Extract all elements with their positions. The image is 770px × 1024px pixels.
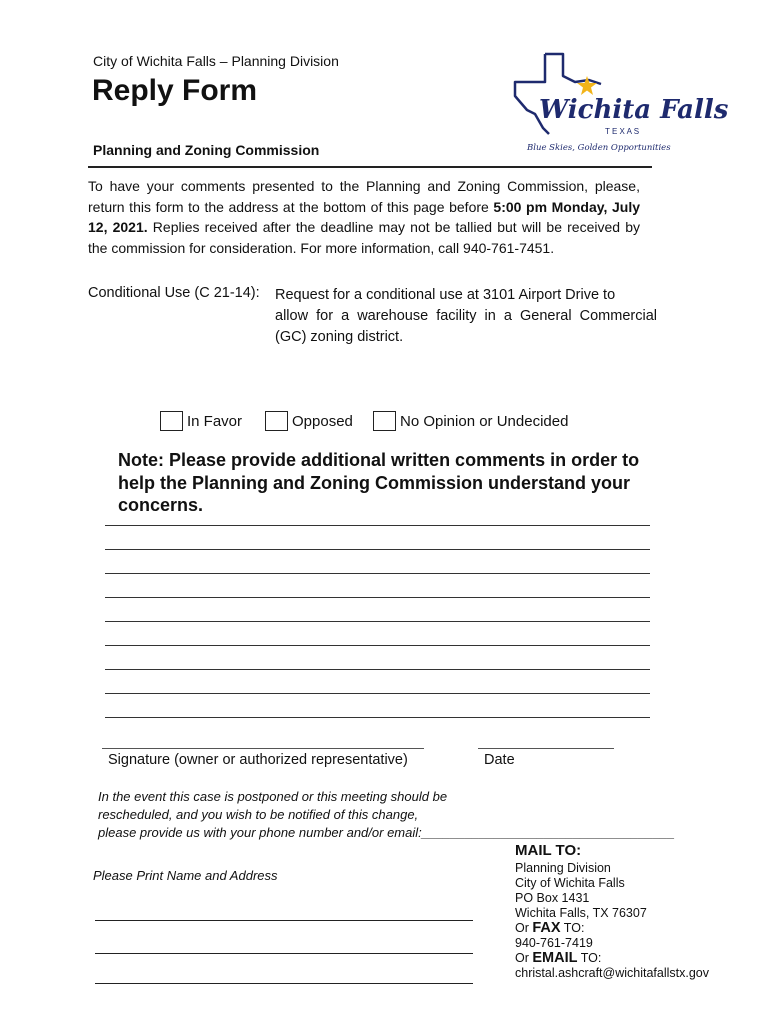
logo-state: T E X A S [605, 127, 640, 136]
notice-line: please provide us with your phone number and/or email:___________________________________ [98, 825, 675, 840]
mailing-address [515, 861, 709, 981]
name-address-line[interactable] [95, 920, 473, 921]
comment-line[interactable] [105, 669, 650, 670]
fax-heading [515, 921, 709, 936]
email-or: Or [515, 951, 533, 965]
comment-line[interactable] [105, 525, 650, 526]
commission-heading: Planning and Zoning Commission [93, 142, 320, 158]
organization-line: City of Wichita Falls – Planning Division [93, 53, 339, 69]
in-favor-checkbox[interactable] [160, 411, 183, 431]
comment-line[interactable] [105, 597, 650, 598]
opposed-label: Opposed [292, 412, 353, 430]
option-opposed[interactable] [265, 411, 353, 431]
conditional-use-label: Conditional Use (C 21-14): [88, 285, 260, 301]
no-opinion-checkbox[interactable] [373, 411, 396, 431]
signature-label: Signature (owner or authorized representative) [108, 752, 408, 768]
signature-line[interactable] [102, 748, 424, 749]
intro-text-end: Replies received after the deadline may not be tallied but will be received by the commission for consideration. For more information, call 940-761-7451. [88, 219, 641, 256]
name-address-line[interactable] [95, 953, 473, 954]
conditional-use-description-rest: allow for a warehouse facility in a General Commercial (GC) zoning district. [275, 308, 657, 345]
conditional-use-description-first: Request for a conditional use at 3101 Airport Drive to [275, 287, 616, 303]
fax-or: Or [515, 921, 533, 935]
option-in-favor[interactable] [160, 411, 242, 431]
notice-line: In the event this case is postponed or this meeting should be [98, 789, 448, 804]
comment-line[interactable] [105, 693, 650, 694]
comments-note: Note: Please provide additional written comments in order to help the Planning and Zoning Commission understand your concerns. [118, 450, 640, 515]
intro-paragraph [88, 176, 640, 258]
comment-line[interactable] [105, 717, 650, 718]
email-to: TO: [577, 951, 602, 965]
in-favor-label: In Favor [187, 412, 243, 430]
comment-line[interactable] [105, 645, 650, 646]
mail-to-heading: MAIL TO: [515, 842, 582, 859]
wichita-falls-logo-graphic [505, 52, 729, 158]
comment-line[interactable] [105, 573, 650, 574]
wichita-falls-logo [505, 52, 729, 158]
comment-line[interactable] [105, 621, 650, 622]
intro-text-start: To have your comments presented to the Planning and Zoning Commission, please, return this form to the address at the bottom of this page before [88, 178, 640, 215]
page-title: Reply Form [92, 74, 258, 107]
address-line: PO Box 1431 [515, 891, 590, 905]
comment-line[interactable] [105, 549, 650, 550]
address-line: City of Wichita Falls [515, 876, 625, 890]
header-divider [88, 166, 652, 168]
no-opinion-label: No Opinion or Undecided [400, 412, 569, 430]
fax-label: FAX [532, 920, 561, 936]
address-line: Wichita Falls, TX 76307 [515, 906, 647, 920]
address-line: Planning Division [515, 861, 611, 875]
notice-line: rescheduled, and you wish to be notified of this change, [98, 807, 419, 822]
fax-number: 940-761-7419 [515, 936, 593, 950]
logo-tagline: Blue Skies, Golden Opportunities [527, 143, 671, 153]
conditional-use-description [275, 285, 657, 348]
deadline-text: 5:00 pm Monday, July 12, 2021. [88, 198, 640, 235]
email-label: EMAIL [532, 950, 578, 966]
fax-to: TO: [560, 921, 585, 935]
print-name-label: Please Print Name and Address [93, 868, 278, 883]
email-heading [515, 951, 709, 966]
opposed-checkbox[interactable] [265, 411, 288, 431]
name-address-line[interactable] [95, 983, 473, 984]
email-address[interactable]: christal.ashcraft@wichitafallstx.gov [515, 966, 710, 980]
option-no-opinion[interactable] [373, 411, 568, 431]
date-line[interactable] [478, 748, 614, 749]
postponement-notice [98, 788, 718, 842]
logo-wordmark: Wichita Falls [539, 95, 729, 125]
date-label: Date [484, 752, 515, 768]
